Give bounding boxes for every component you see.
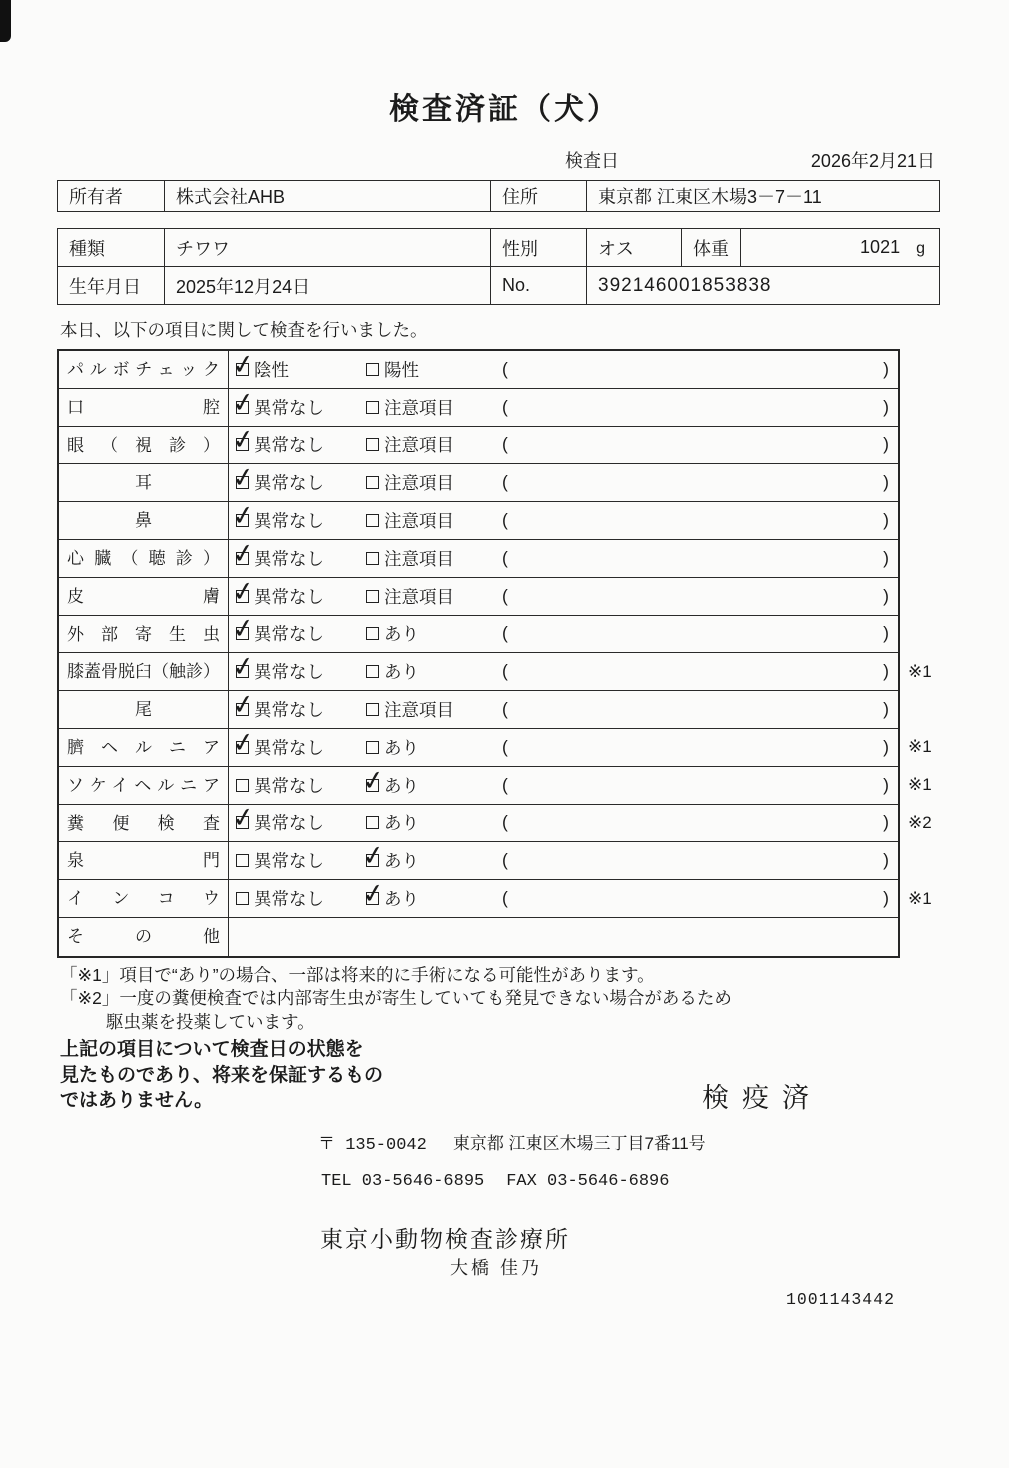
check-mark: ✓	[230, 650, 257, 684]
checkbox-icon	[360, 763, 387, 797]
footnote-mark	[898, 540, 908, 577]
inspection-item-name: 口腔	[59, 389, 229, 426]
check-mark: ✓	[230, 574, 257, 608]
clinic-name: 東京小動物検査診療所	[320, 1226, 570, 1252]
paren-close: )	[883, 585, 889, 606]
checkbox-icon	[230, 537, 257, 570]
pet-info-table	[57, 228, 940, 305]
inspection-row	[59, 348, 898, 389]
check-mark: ✓	[230, 423, 257, 457]
result-checkbox-1[interactable]	[230, 348, 289, 388]
owner-info-table	[57, 180, 940, 212]
breed-label: 種類	[58, 229, 165, 267]
inspection-row-options	[229, 385, 898, 426]
paren-open: (	[502, 699, 508, 720]
paren-open: (	[502, 510, 508, 531]
paren-close: )	[883, 736, 889, 757]
owner-label: 所有者	[58, 181, 165, 212]
result-label-2: 注意項目	[384, 700, 454, 721]
inspection-row	[59, 726, 932, 767]
paren-close: )	[883, 396, 889, 417]
check-mark: ✓	[230, 461, 257, 495]
intro-text: 本日、以下の項目に関して検査を行いました。	[60, 320, 428, 340]
address-label: 住所	[491, 181, 587, 212]
inspection-item-name: 耳	[59, 464, 229, 501]
result-checkbox-2[interactable]	[366, 653, 419, 690]
result-checkbox-2[interactable]	[360, 839, 419, 879]
examiner-name: 大橋 佳乃	[450, 1258, 543, 1278]
inspection-row	[59, 877, 932, 918]
checkbox-icon	[230, 423, 257, 457]
inspection-date-value: 2026年2月21日	[810, 151, 935, 171]
footnote-mark	[898, 578, 908, 615]
paren-close: )	[883, 888, 889, 909]
result-checkbox-1[interactable]	[230, 612, 324, 653]
checkbox-icon	[360, 839, 387, 873]
scan-artifact	[0, 0, 11, 42]
inspection-row	[59, 461, 898, 502]
inspection-item-name: 皮膚	[59, 578, 229, 615]
paren-open: (	[502, 623, 508, 644]
checkbox-icon	[366, 665, 379, 678]
inspection-table	[57, 348, 932, 958]
result-label-2: あり	[384, 889, 419, 910]
footnote-mark	[898, 464, 908, 501]
result-checkbox-1[interactable]	[236, 767, 324, 804]
paren-open: (	[502, 585, 508, 606]
result-label-2: あり	[384, 813, 419, 834]
paren-close: )	[883, 623, 889, 644]
result-label-2: あり	[384, 775, 419, 796]
result-checkbox-2[interactable]	[366, 464, 454, 501]
result-checkbox-1[interactable]	[230, 537, 324, 577]
result-label-1: 異常なし	[254, 624, 324, 645]
disclaimer-line-3: ではありません。	[60, 1090, 214, 1111]
footnote-mark	[898, 389, 908, 426]
inspection-row	[59, 537, 898, 578]
result-checkbox-1[interactable]	[230, 461, 324, 501]
footnote-1: 「※1」項目で“あり”の場合、一部は将来的に手術になる可能性があります。	[60, 965, 655, 985]
checkbox-icon	[366, 514, 379, 527]
inspection-row	[59, 763, 932, 805]
result-checkbox-2[interactable]	[360, 877, 419, 917]
inspection-row-options	[229, 574, 898, 615]
paren-close: )	[883, 358, 889, 379]
result-label-2: あり	[384, 851, 419, 872]
inspection-row-options	[229, 499, 898, 539]
paren-close: )	[883, 850, 889, 871]
inspection-row-options	[229, 801, 898, 842]
inspection-row-options	[229, 688, 898, 728]
inspection-row-options	[229, 612, 898, 653]
result-label-1: 異常なし	[254, 511, 324, 532]
result-label-1: 異常なし	[254, 548, 324, 569]
footnote-mark: ※1	[908, 737, 932, 757]
check-mark: ✓	[230, 348, 257, 381]
checkbox-icon	[230, 650, 257, 684]
pet-row-2	[58, 267, 940, 305]
footnote-mark	[898, 842, 908, 879]
inspection-row	[59, 423, 898, 465]
checkbox-icon	[366, 476, 379, 489]
clinic-street-address: 東京都 江東区木場三丁目7番11号	[452, 1134, 706, 1153]
disclaimer-line-1: 上記の項目について検査日の状態を	[60, 1039, 364, 1060]
check-mark: ✓	[360, 877, 387, 911]
disclaimer-line-2: 見たものであり、将来を保証するもの	[60, 1064, 384, 1086]
result-checkbox-1[interactable]	[230, 385, 324, 426]
result-label-1: 異常なし	[254, 473, 324, 494]
inspection-item-name: 眼（視診）	[59, 427, 229, 464]
inspection-item-name: ソケイヘルニア	[59, 767, 229, 804]
result-checkbox-2[interactable]	[366, 616, 419, 653]
check-mark: ✓	[230, 385, 257, 419]
inspection-item-name: 膝蓋骨脱臼（触診）	[59, 653, 229, 690]
check-mark: ✓	[230, 612, 257, 646]
result-label-1: 異常なし	[254, 737, 324, 758]
result-checkbox-2[interactable]	[366, 691, 454, 728]
paren-open: (	[502, 547, 508, 568]
paren-open: (	[502, 661, 508, 682]
result-label-2: あり	[384, 662, 419, 683]
result-label-1: 異常なし	[254, 700, 324, 721]
paren-close: )	[883, 472, 889, 493]
inspection-row	[59, 574, 898, 616]
footnote-mark: ※1	[908, 775, 932, 795]
paren-close: )	[883, 812, 889, 833]
footnote-2-line-1: 「※2」一度の糞便検査では内部寄生虫が寄生していても発見できない場合があるため	[60, 988, 732, 1008]
inspection-item-name: 泉門	[59, 842, 229, 879]
inspection-row	[59, 839, 898, 880]
checkbox-icon	[230, 385, 257, 419]
inspection-row-options	[229, 763, 898, 804]
breed-value: チワワ	[165, 229, 491, 267]
paren-open: (	[502, 812, 508, 833]
inspection-item-name: インコウ	[59, 880, 229, 917]
result-checkbox-2[interactable]	[366, 729, 419, 766]
paren-open: (	[502, 396, 508, 417]
checkbox-icon	[230, 612, 257, 646]
no-label: No.	[491, 267, 587, 305]
result-label-1: 異常なし	[254, 775, 324, 796]
checkbox-icon	[230, 688, 257, 722]
inspection-item-name: 鼻	[59, 502, 229, 539]
inspection-date-label: 検査日	[565, 151, 619, 171]
checkbox-icon	[360, 877, 387, 911]
result-label-2: 注意項目	[384, 435, 454, 456]
footnote-mark	[898, 616, 908, 653]
inspection-row-options	[229, 348, 898, 388]
inspection-row-options	[229, 537, 898, 577]
check-mark: ✓	[230, 499, 257, 533]
result-label-2: あり	[384, 737, 419, 758]
serial-number: 1001143442	[786, 1290, 896, 1309]
result-label-1: 異常なし	[254, 435, 324, 456]
checkbox-icon	[230, 461, 257, 495]
quarantine-stamp: 検疫済	[702, 1083, 822, 1113]
no-value: 392146001853838	[587, 267, 940, 305]
result-label-1: 異常なし	[254, 397, 324, 418]
inspection-row-options	[229, 839, 898, 879]
inspection-row	[59, 801, 932, 843]
result-checkbox-2[interactable]	[366, 389, 454, 426]
result-label-1: 異常なし	[254, 851, 324, 872]
result-checkbox-1[interactable]	[236, 842, 324, 879]
checkbox-icon	[366, 363, 379, 376]
result-checkbox-1[interactable]	[230, 726, 324, 766]
result-checkbox-1[interactable]	[230, 499, 324, 539]
checkbox-icon	[236, 892, 249, 905]
result-label-1: 陰性	[254, 359, 289, 380]
footnote-mark: ※1	[908, 661, 932, 681]
checkbox-icon	[230, 348, 257, 381]
birthdate-value: 2025年12月24日	[165, 267, 491, 305]
check-mark: ✓	[230, 801, 257, 835]
result-checkbox-2[interactable]	[366, 540, 454, 577]
sex-value: オス	[587, 229, 682, 267]
inspection-date-row	[565, 147, 935, 173]
inspection-row-options	[229, 877, 898, 917]
paren-open: (	[502, 358, 508, 379]
inspection-row-options	[229, 918, 898, 956]
check-mark: ✓	[360, 839, 387, 873]
paren-close: )	[883, 661, 889, 682]
clinic-tel: TEL 03-5646-6895	[321, 1172, 485, 1191]
footnote-mark: ※1	[908, 888, 932, 908]
checkbox-icon	[236, 854, 249, 867]
clinic-phone-line	[321, 1172, 669, 1191]
pet-row-1	[58, 229, 940, 267]
address-value: 東京都 江東区木場3－7－11	[587, 181, 940, 212]
result-checkbox-2[interactable]	[366, 427, 454, 464]
checkbox-icon	[366, 401, 379, 414]
footnote-mark	[898, 502, 908, 539]
inspection-row	[59, 918, 898, 956]
checkbox-icon	[366, 703, 379, 716]
checkbox-icon	[230, 499, 257, 533]
paren-open: (	[502, 774, 508, 795]
checkbox-icon	[230, 801, 257, 835]
checkbox-icon	[236, 779, 249, 792]
inspection-item-name: 臍ヘルニア	[59, 729, 229, 766]
paren-close: )	[883, 547, 889, 568]
checkbox-icon	[366, 741, 379, 754]
check-mark: ✓	[230, 688, 257, 722]
paren-close: )	[883, 699, 889, 720]
footnote-mark: ※2	[908, 812, 932, 832]
inspection-row	[59, 650, 932, 691]
footnote-mark	[898, 351, 908, 388]
inspection-row	[59, 499, 898, 540]
inspection-row	[59, 385, 898, 427]
postal-code: 〒 135-0042	[318, 1136, 427, 1155]
result-checkbox-2[interactable]	[360, 763, 419, 804]
paren-close: )	[883, 774, 889, 795]
result-label-2: 注意項目	[384, 473, 454, 494]
result-label-2: あり	[384, 624, 419, 645]
result-label-1: 異常なし	[254, 586, 324, 607]
footnote-mark	[898, 918, 908, 956]
birthdate-label: 生年月日	[58, 267, 165, 305]
inspection-item-name: 糞便検査	[59, 805, 229, 842]
checkbox-icon	[366, 627, 379, 640]
owner-row	[58, 181, 940, 212]
result-checkbox-2[interactable]	[366, 578, 454, 615]
paren-close: )	[883, 434, 889, 455]
inspection-row	[59, 612, 898, 654]
result-checkbox-1[interactable]	[230, 423, 324, 464]
check-mark: ✓	[230, 537, 257, 570]
result-checkbox-2[interactable]	[366, 805, 419, 842]
result-checkbox-2[interactable]	[366, 351, 419, 388]
weight-value: 1021	[860, 237, 901, 257]
footnote-mark	[898, 427, 908, 464]
checkbox-icon	[366, 590, 379, 603]
weight-label: 体重	[682, 229, 741, 267]
result-checkbox-1[interactable]	[230, 688, 324, 728]
result-checkbox-1[interactable]	[230, 801, 324, 842]
inspection-row-options	[229, 423, 898, 464]
result-label-1: 異常なし	[254, 813, 324, 834]
owner-value: 株式会社AHB	[165, 181, 491, 212]
checkbox-icon	[366, 816, 379, 829]
inspection-row-options	[229, 726, 898, 766]
footnote-mark	[898, 691, 908, 728]
result-checkbox-1[interactable]	[236, 880, 324, 917]
footnote-2	[60, 987, 732, 1034]
result-checkbox-2[interactable]	[366, 502, 454, 539]
footnote-2-line-2: 駆虫薬を投薬しています。	[106, 1011, 315, 1032]
inspection-item-name: 尾	[59, 691, 229, 728]
paren-open: (	[502, 434, 508, 455]
result-label-2: 注意項目	[384, 586, 454, 607]
checkbox-icon	[230, 574, 257, 608]
weight-unit: g	[916, 240, 925, 257]
inspection-row-options	[229, 650, 898, 690]
clinic-fax: FAX 03-5646-6896	[506, 1172, 670, 1191]
check-mark: ✓	[360, 763, 387, 797]
checkbox-icon	[366, 552, 379, 565]
inspection-row	[59, 688, 898, 729]
clinic-address-line	[318, 1129, 706, 1155]
paren-open: (	[502, 472, 508, 493]
checkbox-icon	[230, 726, 257, 759]
inspection-item-name: その他	[59, 918, 229, 956]
paren-open: (	[502, 736, 508, 757]
inspection-item-name: 心臓（聴診）	[59, 540, 229, 577]
result-checkbox-1[interactable]	[230, 650, 324, 690]
inspection-row-options	[229, 461, 898, 501]
sex-label: 性別	[491, 229, 587, 267]
result-label-2: 陽性	[384, 359, 419, 380]
result-checkbox-1[interactable]	[230, 574, 324, 615]
inspection-item-name: 外部寄生虫	[59, 616, 229, 653]
paren-open: (	[502, 850, 508, 871]
check-mark: ✓	[230, 726, 257, 759]
result-label-1: 異常なし	[254, 662, 324, 683]
document-title: 検査済証（犬）	[389, 93, 620, 126]
disclaimer-text	[60, 1037, 383, 1114]
result-label-1: 異常なし	[254, 889, 324, 910]
checkbox-icon	[366, 438, 379, 451]
paren-close: )	[883, 510, 889, 531]
inspection-item-name: パルボチェック	[59, 351, 229, 388]
result-label-2: 注意項目	[384, 548, 454, 569]
result-label-2: 注意項目	[384, 511, 454, 532]
paren-open: (	[502, 888, 508, 909]
weight-cell	[741, 229, 940, 267]
result-label-2: 注意項目	[384, 397, 454, 418]
